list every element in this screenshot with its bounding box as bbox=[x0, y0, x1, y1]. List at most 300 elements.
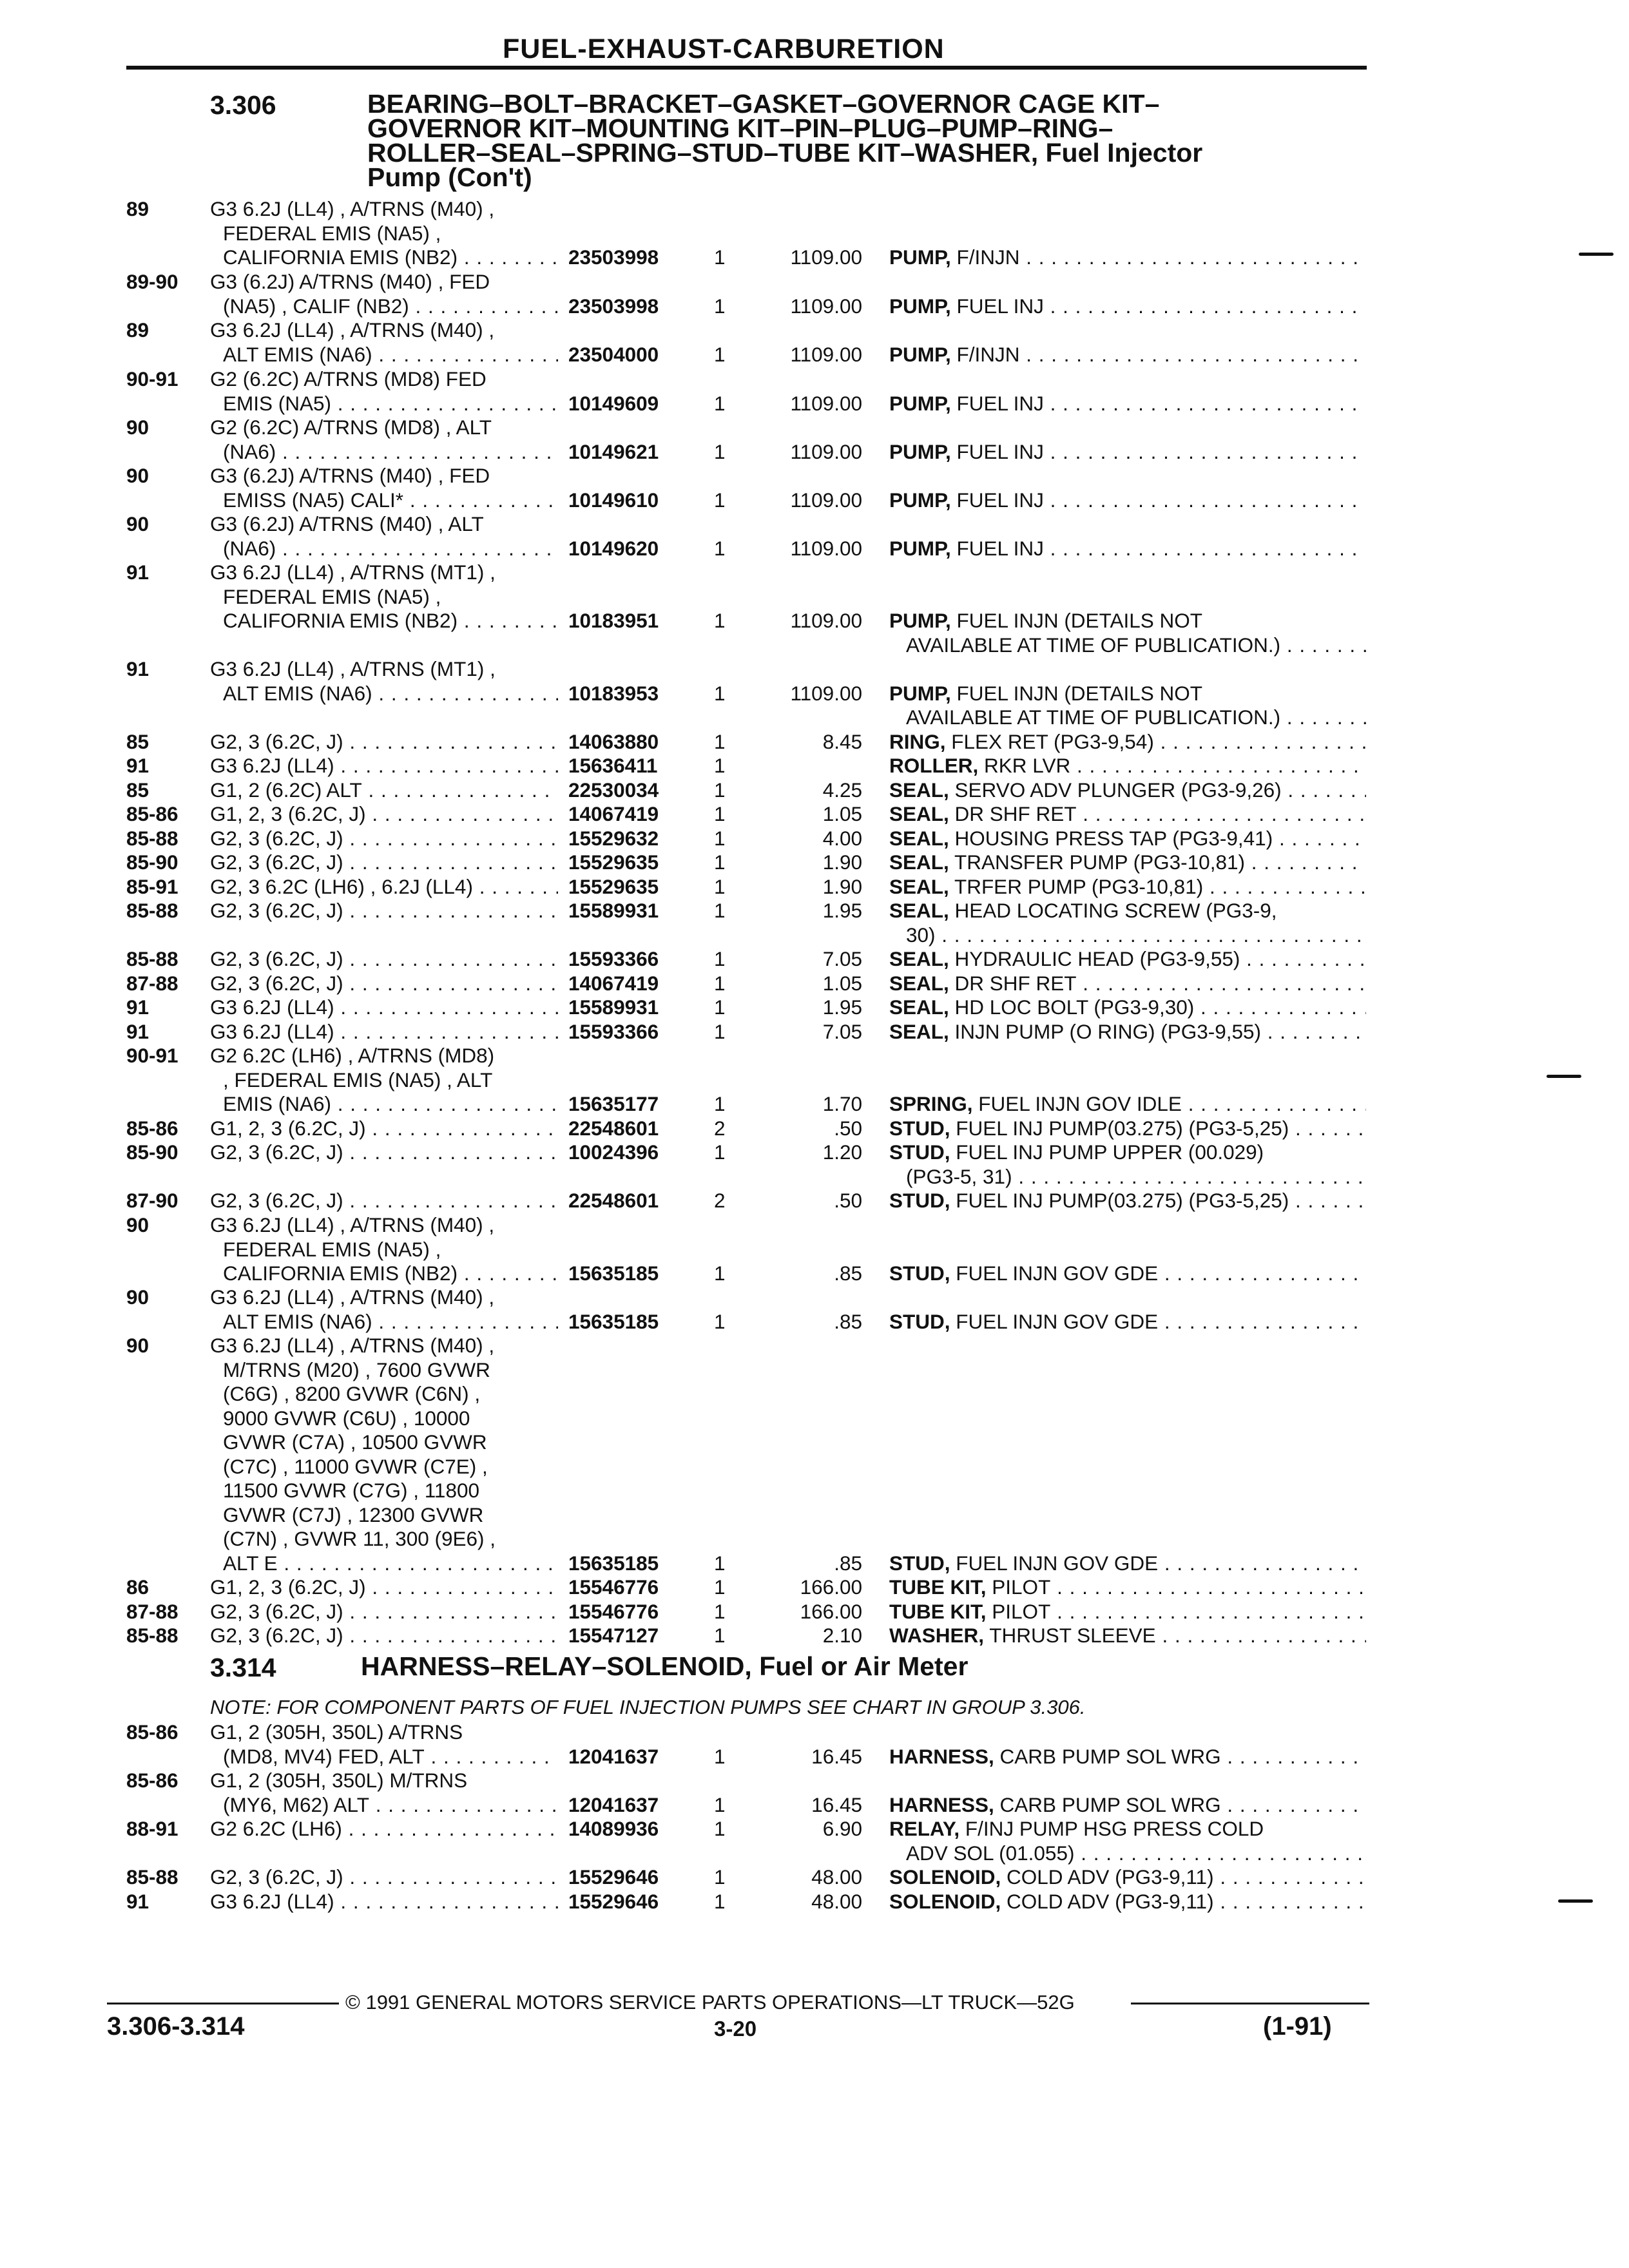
part-name: PUMP, bbox=[889, 391, 951, 415]
description-text: F/INJN bbox=[956, 342, 1020, 366]
footer-section-range: 3.306-3.314 bbox=[107, 2012, 245, 2041]
price: 48.00 bbox=[811, 1890, 862, 1913]
description-line bbox=[889, 609, 1366, 633]
price: 48.00 bbox=[811, 1865, 862, 1888]
part-name: SOLENOID, bbox=[889, 1890, 1001, 1913]
application bbox=[210, 1213, 558, 1286]
model-years: 91 bbox=[126, 995, 149, 1019]
description bbox=[889, 778, 1366, 803]
application-line: 11500 GVWR (C7G) , 11800 bbox=[223, 1479, 480, 1502]
description bbox=[889, 730, 1366, 754]
part-name: HARNESS, bbox=[889, 1792, 994, 1816]
margin-mark bbox=[1579, 253, 1614, 256]
application-line: G2 (6.2C) A/TRNS (MD8) , ALT bbox=[210, 416, 492, 439]
part-name: SEAL, bbox=[889, 802, 949, 825]
application-line: EMIS (NA5) . . . bbox=[210, 392, 558, 416]
application bbox=[210, 512, 558, 561]
model-years: 91 bbox=[126, 1890, 149, 1913]
application-line: G2 (6.2C) A/TRNS (MD8) FED bbox=[210, 367, 487, 390]
application bbox=[210, 1117, 558, 1141]
quantity: 1 bbox=[714, 899, 726, 922]
quantity: 1 bbox=[714, 1792, 726, 1816]
application-line: G2, 3 (6.2C, J) . . . bbox=[210, 850, 558, 875]
part-number: 12041637 bbox=[568, 1792, 659, 1816]
quantity: 1 bbox=[714, 947, 726, 970]
part-number: 10149621 bbox=[568, 439, 659, 463]
part-number: 22530034 bbox=[568, 778, 659, 802]
model-years: 91 bbox=[126, 754, 149, 777]
part-name: TUBE KIT, bbox=[889, 1600, 987, 1623]
application-line: G2, 3 (6.2C, J) . . . bbox=[210, 730, 558, 754]
application-line: G3 6.2J (LL4) . . . bbox=[210, 995, 558, 1020]
application bbox=[210, 657, 558, 706]
model-years: 85-88 bbox=[126, 899, 178, 922]
description-text: PILOT bbox=[992, 1575, 1051, 1599]
description-text: FUEL INJ bbox=[956, 391, 1044, 415]
section-title-line: BEARING–BOLT–BRACKET–GASKET–GOVERNOR CAGE KIT– bbox=[367, 89, 1160, 119]
price: 6.90 bbox=[822, 1817, 862, 1840]
quantity: 2 bbox=[714, 1117, 726, 1140]
price: 1109.00 bbox=[790, 391, 862, 415]
part-name: PUMP, bbox=[889, 681, 951, 705]
price: 1109.00 bbox=[790, 439, 862, 463]
part-number: 15529635 bbox=[568, 875, 659, 898]
quantity: 1 bbox=[714, 1551, 726, 1575]
quantity: 1 bbox=[714, 1140, 726, 1164]
model-years: 85-88 bbox=[126, 827, 178, 850]
application-line: G3 6.2J (LL4) . . . bbox=[210, 754, 558, 778]
description-text: HEAD LOCATING SCREW (PG3-9, bbox=[954, 899, 1277, 922]
description-line bbox=[889, 245, 1366, 270]
quantity: 2 bbox=[714, 1189, 726, 1212]
quantity: 1 bbox=[714, 1309, 726, 1333]
description-text: (PG3-5, 31) bbox=[906, 1164, 1012, 1188]
application bbox=[210, 1285, 558, 1334]
description-text: COLD ADV (PG3-9,11) bbox=[1007, 1890, 1214, 1913]
part-number: 15529632 bbox=[568, 827, 659, 850]
margin-mark bbox=[1558, 1899, 1593, 1903]
quantity: 1 bbox=[714, 1744, 726, 1768]
description-text: TRANSFER PUMP (PG3-10,81) bbox=[954, 850, 1245, 874]
description bbox=[889, 1865, 1366, 1890]
application-line: GVWR (C7J) , 12300 GVWR bbox=[223, 1503, 484, 1526]
part-number: 15546776 bbox=[568, 1600, 659, 1623]
part-number: 23503998 bbox=[568, 294, 659, 318]
part-number: 10149609 bbox=[568, 391, 659, 415]
quantity: 1 bbox=[714, 391, 726, 415]
price: 16.45 bbox=[811, 1792, 862, 1816]
description-line bbox=[889, 1092, 1366, 1117]
model-years: 90 bbox=[126, 464, 149, 487]
application bbox=[210, 1890, 558, 1914]
description-text: CARB PUMP SOL WRG bbox=[999, 1744, 1221, 1768]
price: .50 bbox=[834, 1189, 862, 1212]
model-years: 85-86 bbox=[126, 1720, 178, 1744]
part-name: PUMP, bbox=[889, 439, 951, 463]
description-text: SERVO ADV PLUNGER (PG3-9,26) bbox=[954, 778, 1282, 802]
description-text: FUEL INJN GOV GDE bbox=[956, 1262, 1159, 1285]
model-years: 85-88 bbox=[126, 947, 178, 970]
part-name: SEAL, bbox=[889, 778, 949, 802]
part-number: 14089936 bbox=[568, 1817, 659, 1840]
application bbox=[210, 802, 558, 827]
footer-rule-left bbox=[107, 2003, 339, 2004]
part-name: HARNESS, bbox=[889, 1744, 994, 1768]
model-years: 90 bbox=[126, 1334, 149, 1357]
quantity: 1 bbox=[714, 1600, 726, 1623]
application-line: FEDERAL EMIS (NA5) , bbox=[223, 1237, 441, 1261]
quantity: 1 bbox=[714, 342, 726, 366]
application-line: G2, 3 (6.2C, J) . . . bbox=[210, 947, 558, 972]
quantity: 1 bbox=[714, 778, 726, 802]
application-line: G3 6.2J (LL4) , A/TRNS (M40) , bbox=[210, 1213, 495, 1236]
part-name: WASHER, bbox=[889, 1624, 985, 1647]
part-number: 10149610 bbox=[568, 488, 659, 512]
description bbox=[889, 1189, 1366, 1213]
model-years: 85-86 bbox=[126, 802, 178, 825]
description bbox=[889, 972, 1366, 996]
application bbox=[210, 1817, 558, 1841]
description-line bbox=[889, 1793, 1366, 1818]
quantity: 1 bbox=[714, 536, 726, 560]
description-line bbox=[889, 343, 1366, 367]
application bbox=[210, 1140, 558, 1165]
description-text: HD LOC BOLT (PG3-9,30) bbox=[954, 995, 1195, 1019]
description-line bbox=[889, 1552, 1366, 1576]
model-years: 85-91 bbox=[126, 875, 178, 898]
description-line bbox=[889, 1600, 1366, 1624]
application bbox=[210, 464, 558, 512]
description bbox=[889, 1624, 1366, 1648]
application bbox=[210, 850, 558, 875]
application-line: (C7N) , GVWR 11, 300 (9E6) , bbox=[223, 1527, 496, 1550]
description-line bbox=[889, 899, 1366, 923]
application-line: FEDERAL EMIS (NA5) , bbox=[223, 221, 441, 245]
application bbox=[210, 197, 558, 270]
application bbox=[210, 778, 558, 803]
application bbox=[210, 827, 558, 851]
price: 166.00 bbox=[800, 1600, 862, 1623]
part-name: PUMP, bbox=[889, 245, 951, 269]
price: 4.25 bbox=[822, 778, 862, 802]
application-line: G2, 3 (6.2C, J) . . . bbox=[210, 1189, 558, 1213]
description-text: INJN PUMP (O RING) (PG3-9,55) bbox=[954, 1020, 1262, 1043]
part-number: 14067419 bbox=[568, 802, 659, 825]
part-number: 10183953 bbox=[568, 681, 659, 705]
application-line: G2, 3 (6.2C, J) . . . bbox=[210, 1140, 558, 1165]
section-title-main: HARNESS–RELAY–SOLENOID, bbox=[361, 1651, 752, 1681]
model-years: 85-88 bbox=[126, 1865, 178, 1888]
application-line: FEDERAL EMIS (NA5) , bbox=[223, 584, 441, 608]
part-name: SOLENOID, bbox=[889, 1865, 1001, 1888]
application-line: G2 6.2C (LH6) . . . bbox=[210, 1817, 558, 1841]
quantity: 1 bbox=[714, 1890, 726, 1913]
description-line bbox=[889, 294, 1366, 319]
application-line: G1, 2, 3 (6.2C, J) . . . bbox=[210, 802, 558, 827]
model-years: 91 bbox=[126, 561, 149, 584]
quantity: 1 bbox=[714, 730, 726, 753]
price: 1.95 bbox=[822, 995, 862, 1019]
description bbox=[889, 682, 1366, 730]
description-text: FUEL INJ PUMP(03.275) (PG3-5,25) bbox=[956, 1189, 1289, 1212]
description-line bbox=[889, 802, 1366, 827]
quantity: 1 bbox=[714, 754, 726, 777]
description-text: THRUST SLEEVE bbox=[989, 1624, 1156, 1647]
part-number: 23503998 bbox=[568, 245, 659, 269]
model-years: 85-88 bbox=[126, 1624, 178, 1647]
price: 1109.00 bbox=[790, 488, 862, 512]
description-line bbox=[889, 1841, 1366, 1866]
quantity: 1 bbox=[714, 1092, 726, 1115]
model-years: 89-90 bbox=[126, 270, 178, 293]
description-text: PILOT bbox=[992, 1600, 1051, 1623]
application-line: G3 6.2J (LL4) , A/TRNS (MT1) , bbox=[210, 657, 496, 680]
quantity: 1 bbox=[714, 875, 726, 898]
description bbox=[889, 1552, 1366, 1576]
price: 1.70 bbox=[822, 1092, 862, 1115]
section-number: 3.314 bbox=[210, 1653, 276, 1682]
description-text: FUEL INJN (DETAILS NOT bbox=[956, 609, 1203, 632]
application bbox=[210, 1334, 558, 1575]
part-name: SEAL, bbox=[889, 972, 949, 995]
application-line: G3 6.2J (LL4) , A/TRNS (M40) , bbox=[210, 1334, 495, 1357]
application bbox=[210, 416, 558, 464]
section-title bbox=[367, 89, 1203, 192]
application bbox=[210, 318, 558, 367]
price: 1.90 bbox=[822, 875, 862, 898]
model-years: 86 bbox=[126, 1575, 149, 1599]
part-name: SEAL, bbox=[889, 947, 949, 970]
page-title: FUEL-EXHAUST-CARBURETION bbox=[503, 34, 945, 64]
model-years: 85-90 bbox=[126, 850, 178, 874]
part-name: ROLLER, bbox=[889, 754, 979, 777]
part-name: RING, bbox=[889, 730, 946, 753]
part-number: 15547127 bbox=[568, 1624, 659, 1647]
part-number: 15635185 bbox=[568, 1262, 659, 1285]
part-name: SEAL, bbox=[889, 1020, 949, 1043]
description bbox=[889, 1310, 1366, 1334]
description bbox=[889, 1745, 1366, 1769]
description-line bbox=[889, 754, 1366, 778]
description bbox=[889, 1817, 1366, 1865]
description-line bbox=[889, 1890, 1366, 1914]
model-years: 90 bbox=[126, 416, 149, 439]
footer-page-number: 3-20 bbox=[714, 2017, 757, 2041]
price: .85 bbox=[834, 1309, 862, 1333]
part-name: RELAY, bbox=[889, 1817, 960, 1840]
part-number: 15529646 bbox=[568, 1890, 659, 1913]
model-years: 87-88 bbox=[126, 972, 178, 995]
description-line bbox=[889, 1310, 1366, 1334]
part-number: 10024396 bbox=[568, 1140, 659, 1164]
description bbox=[889, 294, 1366, 319]
application-line: G2, 3 (6.2C, J) . . . bbox=[210, 827, 558, 851]
description-line bbox=[889, 875, 1366, 899]
price: 2.10 bbox=[822, 1624, 862, 1647]
part-name: STUD, bbox=[889, 1551, 950, 1575]
application-line: CALIFORNIA EMIS (NB2) . . . bbox=[210, 245, 558, 270]
price: 1109.00 bbox=[790, 681, 862, 705]
model-years: 88-91 bbox=[126, 1817, 178, 1840]
price: 1109.00 bbox=[790, 342, 862, 366]
application bbox=[210, 899, 558, 923]
description bbox=[889, 875, 1366, 899]
part-number: 10149620 bbox=[568, 536, 659, 560]
description bbox=[889, 392, 1366, 416]
part-number: 22548601 bbox=[568, 1189, 659, 1212]
description-text: ADV SOL (01.055) bbox=[906, 1841, 1075, 1865]
price: 166.00 bbox=[800, 1575, 862, 1599]
description-line bbox=[889, 392, 1366, 416]
description-text: HOUSING PRESS TAP (PG3-9,41) bbox=[954, 827, 1273, 850]
model-years: 85-90 bbox=[126, 1140, 178, 1164]
part-number: 22548601 bbox=[568, 1117, 659, 1140]
application-line: G3 (6.2J) A/TRNS (M40) , ALT bbox=[210, 512, 484, 535]
application-line: G3 6.2J (LL4) , A/TRNS (M40) , bbox=[210, 197, 495, 220]
quantity: 1 bbox=[714, 1575, 726, 1599]
application-line: , FEDERAL EMIS (NA5) , ALT bbox=[223, 1068, 493, 1091]
description-line bbox=[889, 537, 1366, 561]
description bbox=[889, 440, 1366, 465]
application-line: CALIFORNIA EMIS (NB2) . . . bbox=[210, 609, 558, 633]
quantity: 1 bbox=[714, 1865, 726, 1888]
part-number: 14063880 bbox=[568, 730, 659, 753]
description-text: AVAILABLE AT TIME OF PUBLICATION.) bbox=[906, 633, 1281, 657]
description bbox=[889, 995, 1366, 1020]
quantity: 1 bbox=[714, 802, 726, 825]
price: 7.05 bbox=[822, 1020, 862, 1043]
model-years: 85-86 bbox=[126, 1769, 178, 1792]
price: 1109.00 bbox=[790, 294, 862, 318]
application-line: G3 (6.2J) A/TRNS (M40) , FED bbox=[210, 464, 490, 487]
part-name: TUBE KIT, bbox=[889, 1575, 987, 1599]
model-years: 85-86 bbox=[126, 1117, 178, 1140]
description bbox=[889, 1140, 1366, 1189]
model-years: 90 bbox=[126, 1213, 149, 1236]
part-name: SPRING, bbox=[889, 1092, 973, 1115]
part-name: STUD, bbox=[889, 1140, 950, 1164]
description bbox=[889, 1793, 1366, 1818]
part-name: STUD, bbox=[889, 1189, 950, 1212]
footer-rule-right bbox=[1131, 2003, 1369, 2004]
description bbox=[889, 1092, 1366, 1117]
part-number: 15529646 bbox=[568, 1865, 659, 1888]
description-line bbox=[889, 778, 1366, 803]
application-line: G1, 2 (6.2C) ALT . . . bbox=[210, 778, 558, 803]
section-title-line: ROLLER–SEAL–SPRING–STUD–TUBE KIT–WASHER, Fuel Injector bbox=[367, 138, 1203, 168]
description-line bbox=[889, 1575, 1366, 1600]
description-line bbox=[889, 682, 1366, 706]
application-line: (C7C) , 11000 GVWR (C7E) , bbox=[223, 1454, 488, 1478]
part-number: 15589931 bbox=[568, 899, 659, 922]
part-number: 14067419 bbox=[568, 972, 659, 995]
description-line bbox=[889, 633, 1366, 658]
application-line: ALT EMIS (NA6) . . . bbox=[210, 1310, 558, 1334]
application bbox=[210, 561, 558, 633]
description-text: FUEL INJN GOV IDLE bbox=[978, 1092, 1182, 1115]
quantity: 1 bbox=[714, 245, 726, 269]
application-line: M/TRNS (M20) , 7600 GVWR bbox=[223, 1358, 490, 1381]
part-number: 15529635 bbox=[568, 850, 659, 874]
description-text: F/INJ PUMP HSG PRESS COLD bbox=[965, 1817, 1264, 1840]
application-line: CALIFORNIA EMIS (NB2) . . . bbox=[210, 1262, 558, 1286]
price: 1.95 bbox=[822, 899, 862, 922]
application bbox=[210, 947, 558, 972]
part-number: 15589931 bbox=[568, 995, 659, 1019]
application-line: G3 6.2J (LL4) . . . bbox=[210, 1020, 558, 1044]
description-text: FUEL INJ bbox=[956, 536, 1044, 560]
application-line: G2 6.2C (LH6) , A/TRNS (MD8) bbox=[210, 1044, 495, 1067]
application-line: G2, 3 (6.2C, J) . . . bbox=[210, 972, 558, 996]
quantity: 1 bbox=[714, 294, 726, 318]
quantity: 1 bbox=[714, 1817, 726, 1840]
model-years: 90-91 bbox=[126, 1044, 178, 1067]
description-line bbox=[889, 1817, 1366, 1841]
part-name: PUMP, bbox=[889, 294, 951, 318]
part-name: PUMP, bbox=[889, 488, 951, 512]
application-line: ALT EMIS (NA6) . . . bbox=[210, 682, 558, 706]
description-text: AVAILABLE AT TIME OF PUBLICATION.) bbox=[906, 706, 1281, 729]
model-years: 85 bbox=[126, 730, 149, 753]
quantity: 1 bbox=[714, 1262, 726, 1285]
quantity: 1 bbox=[714, 681, 726, 705]
part-number: 12041637 bbox=[568, 1744, 659, 1768]
part-name: PUMP, bbox=[889, 342, 951, 366]
description bbox=[889, 245, 1366, 270]
model-years: 85 bbox=[126, 778, 149, 802]
description-text: FUEL INJN GOV GDE bbox=[956, 1309, 1159, 1333]
description-text: FUEL INJN (DETAILS NOT bbox=[956, 681, 1203, 705]
model-years: 90-91 bbox=[126, 367, 178, 390]
description-line bbox=[889, 995, 1366, 1020]
description-text: F/INJN bbox=[956, 245, 1020, 269]
description-text: FUEL INJN GOV GDE bbox=[956, 1551, 1159, 1575]
description-line bbox=[889, 440, 1366, 465]
model-years: 90 bbox=[126, 512, 149, 535]
header-rule bbox=[126, 66, 1367, 70]
part-number: 15593366 bbox=[568, 1020, 659, 1043]
description bbox=[889, 488, 1366, 513]
description-text: RKR LVR bbox=[984, 754, 1071, 777]
part-number: 10183951 bbox=[568, 609, 659, 632]
price: 16.45 bbox=[811, 1744, 862, 1768]
model-years: 87-90 bbox=[126, 1189, 178, 1212]
application-line: G2, 3 (6.2C, J) . . . bbox=[210, 1600, 558, 1624]
application-line: G2, 3 (6.2C, J) . . . bbox=[210, 899, 558, 923]
application-line: ALT EMIS (NA6) . . . bbox=[210, 343, 558, 367]
part-name: STUD, bbox=[889, 1117, 950, 1140]
quantity: 1 bbox=[714, 995, 726, 1019]
description-text: DR SHF RET bbox=[954, 972, 1077, 995]
description-text: FUEL INJ bbox=[956, 439, 1044, 463]
quantity: 1 bbox=[714, 488, 726, 512]
application-line: G3 (6.2J) A/TRNS (M40) , FED bbox=[210, 270, 490, 293]
application bbox=[210, 754, 558, 778]
application-line: (NA6) . . . bbox=[210, 537, 558, 561]
price: 1.05 bbox=[822, 972, 862, 995]
price: .85 bbox=[834, 1551, 862, 1575]
application-line: G3 6.2J (LL4) , A/TRNS (M40) , bbox=[210, 318, 495, 341]
application bbox=[210, 1600, 558, 1624]
application-line: G2, 3 6.2C (LH6) , 6.2J (LL4) . . . bbox=[210, 875, 558, 899]
application-line: (MY6, M62) ALT . . . bbox=[210, 1793, 558, 1818]
quantity: 1 bbox=[714, 972, 726, 995]
section-title bbox=[361, 1651, 969, 1681]
application-line: G1, 2, 3 (6.2C, J) . . . bbox=[210, 1117, 558, 1141]
description-line bbox=[889, 1117, 1366, 1141]
description-line bbox=[889, 1745, 1366, 1769]
model-years: 90 bbox=[126, 1285, 149, 1309]
